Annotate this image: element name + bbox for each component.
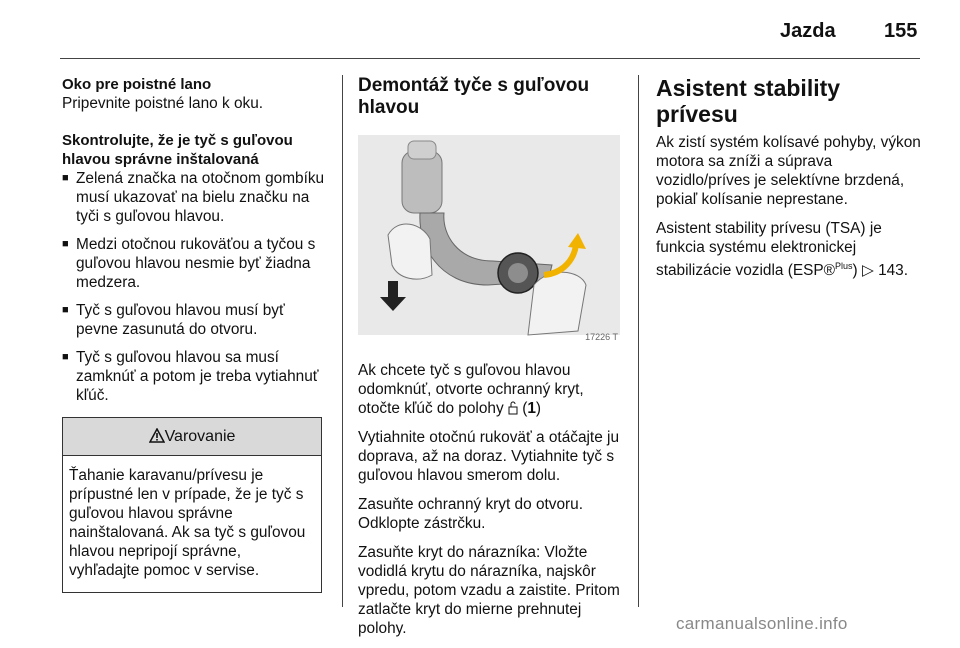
list-item: ■ Tyč s guľovou hlavou sa musí zamknúť a potom je treba vytiahnuť kľúč. [62, 348, 330, 405]
towbar-removal-illustration [358, 135, 620, 347]
removal-step-1: Ak chcete tyč s guľovou hlavou odomknúť, otvorte ochranný kryt, otočte kľúč do polohy (1) [358, 362, 584, 417]
tsa-paragraph-2: Asistent stability prívesu (TSA) je funkcia systému elektronickej stabilizácie vozidla (ESP®$^{Plus}$) ▷ 143. [656, 220, 909, 280]
towbar-drawing [358, 135, 620, 347]
column-divider-1 [342, 75, 343, 607]
column-divider-2 [638, 75, 639, 607]
section-title-safety-cable-eye: Oko pre poistné lano [62, 76, 212, 93]
header-title: Jazda [780, 20, 836, 42]
section-title-removal: Demontáž tyče s guľovou hlavou [358, 75, 590, 118]
watermark: carmanualsonline.info [676, 614, 848, 633]
check-list [62, 169, 330, 405]
figure-code: 17226 T [585, 332, 618, 342]
removal-step-3: Zasuňte ochranný kryt do otvoru. Odklopte zástrčku. [358, 496, 583, 532]
warning-header [63, 418, 321, 456]
page-reference-arrow-icon: ▷ [861, 262, 874, 280]
header-rule [60, 58, 920, 59]
lock-open-icon [508, 401, 518, 415]
warning-text: Ťahanie karavanu/prívesu je prípustné len v prípade, že je tyč s guľovou hlavou správne nainštalovaná. Ak sa tyč s guľovou hlavou nepripojí správne, vyhľadajte pomoc v servise. [69, 467, 306, 579]
page-number: 155 [884, 20, 918, 42]
tsa-paragraph-1: Ak zistí systém kolísavé pohyby, výkon motora sa zníži a súprava vozidlo/príves je selektívne brzdená, pokiaľ kolísanie neprestane. [656, 134, 921, 208]
list-item: ■ Tyč s guľovou hlavou musí byť pevne zasunutá do otvoru. [62, 301, 330, 339]
section-title-check-installation: Skontrolujte, že je tyč s guľovou hlavou správne inštalovaná [62, 132, 293, 168]
section-text-safety-cable: Pripevnite poistné lano k oku. [62, 95, 264, 112]
page-header [0, 0, 960, 60]
removal-step-2: Vytiahnite otočnú rukoväť a otáčajte ju doprava, až na doraz. Vytiahnite tyč s guľovou hlavou smerom dolu. [358, 429, 620, 484]
section-title-trailer-stability: Asistent stability prívesu [656, 75, 841, 127]
warning-label: Varovanie [164, 428, 236, 445]
column-right [656, 75, 926, 290]
warning-triangle-icon [149, 428, 165, 443]
list-item: ■ Medzi otočnou rukoväťou a tyčou s guľovou hlavou nesmie byť žiadna medzera. [62, 235, 330, 292]
removal-step-4: Zasuňte kryt do nárazníka: Vložte vodidlá krytu do nárazníka, najskôr vpredu, potom vzadu a zaistite. Pritom zatlačte kryt do mierne prehnutej polohy. [358, 544, 620, 637]
list-item: ■ Zelená značka na otočnom gombíku musí ukazovať na bielu značku na tyči s guľovou hlavou. [62, 169, 330, 226]
warning-box [62, 417, 322, 593]
column-left [62, 75, 330, 593]
column-middle [358, 75, 620, 648]
